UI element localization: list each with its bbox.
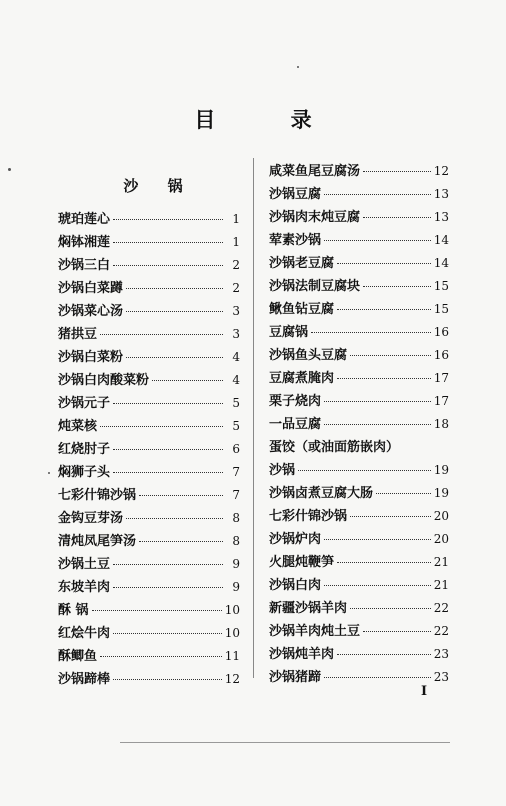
toc-leader-dots bbox=[113, 564, 223, 565]
toc-entry bbox=[58, 484, 240, 507]
toc-entry bbox=[58, 300, 240, 323]
toc-entry bbox=[58, 392, 240, 415]
toc-entry-page: 1 bbox=[232, 235, 240, 249]
scan-speck bbox=[48, 472, 50, 474]
scan-speck bbox=[8, 168, 11, 171]
toc-entry bbox=[269, 528, 449, 551]
toc-entry bbox=[269, 275, 449, 298]
toc-entry-title: 沙锅炉肉 bbox=[269, 532, 322, 547]
toc-entry-page: 18 bbox=[433, 417, 449, 431]
toc-entry-page: 12 bbox=[433, 164, 449, 178]
toc-entry bbox=[269, 367, 449, 390]
toc-entry bbox=[58, 668, 240, 691]
toc-entry-page: 6 bbox=[232, 442, 240, 456]
toc-entry bbox=[58, 599, 240, 622]
toc-leader-dots bbox=[324, 677, 431, 678]
toc-leader-dots bbox=[337, 263, 431, 264]
toc-entry bbox=[269, 413, 449, 436]
toc-entry-title: 沙锅法制豆腐块 bbox=[269, 279, 361, 294]
toc-entry-title: 沙锅 bbox=[269, 463, 296, 478]
toc-entry bbox=[58, 231, 240, 254]
toc-entry-page: 13 bbox=[433, 210, 449, 224]
toc-leader-dots bbox=[337, 654, 431, 655]
toc-entry bbox=[269, 459, 449, 482]
toc-entry-page: 15 bbox=[433, 279, 449, 293]
toc-entry bbox=[269, 597, 449, 620]
toc-entry-title: 琥珀莲心 bbox=[58, 212, 111, 227]
toc-entry bbox=[269, 574, 449, 597]
toc-entry-page: 21 bbox=[433, 578, 449, 592]
toc-leader-dots bbox=[113, 265, 223, 266]
toc-entry-title: 沙锅老豆腐 bbox=[269, 256, 335, 271]
toc-entry-title: 新疆沙锅羊肉 bbox=[269, 601, 348, 616]
toc-leader-dots bbox=[324, 424, 431, 425]
toc-leader-dots bbox=[152, 380, 223, 381]
toc-entry-page: 13 bbox=[433, 187, 449, 201]
toc-entry-title: 沙锅蹄棒 bbox=[58, 672, 111, 687]
toc-entry bbox=[58, 415, 240, 438]
toc-entry-page: 5 bbox=[232, 396, 240, 410]
toc-entry-page: 17 bbox=[433, 371, 449, 385]
toc-leader-dots bbox=[113, 587, 223, 588]
section-heading: 沙 锅 bbox=[123, 177, 195, 195]
toc-entry-title: 沙锅豆腐 bbox=[269, 187, 322, 202]
toc-leader-dots bbox=[363, 217, 431, 218]
toc-entry-page: 2 bbox=[232, 258, 240, 272]
toc-entry bbox=[58, 277, 240, 300]
toc-leader-dots bbox=[139, 495, 223, 496]
toc-leader-dots bbox=[126, 288, 223, 289]
toc-entry-page: 9 bbox=[232, 557, 240, 571]
toc-entry-page: 2 bbox=[232, 281, 240, 295]
toc-entry-page: 20 bbox=[433, 532, 449, 546]
toc-left-list bbox=[58, 208, 240, 691]
toc-left-column bbox=[58, 174, 240, 691]
toc-entry-page: 4 bbox=[232, 373, 240, 387]
toc-leader-dots bbox=[126, 518, 223, 519]
toc-entry bbox=[269, 390, 449, 413]
toc-leader-dots bbox=[139, 541, 223, 542]
toc-entry-page: 1 bbox=[232, 212, 240, 226]
toc-leader-dots bbox=[337, 378, 431, 379]
toc-entry-page: 21 bbox=[433, 555, 449, 569]
toc-entry-page: 23 bbox=[433, 647, 449, 661]
toc-entry-page: 16 bbox=[433, 348, 449, 362]
toc-entry-title: 东坡羊肉 bbox=[58, 580, 111, 595]
toc-entry-title: 沙锅炖羊肉 bbox=[269, 647, 335, 662]
toc-entry bbox=[58, 254, 240, 277]
toc-entry bbox=[269, 160, 449, 183]
toc-entry-page: 8 bbox=[232, 534, 240, 548]
toc-entry-page: 19 bbox=[433, 463, 449, 477]
toc-entry bbox=[269, 551, 449, 574]
toc-entry bbox=[58, 438, 240, 461]
toc-entry-title: 酥 锅 bbox=[58, 603, 89, 618]
toc-entry-title: 焖狮子头 bbox=[58, 465, 111, 480]
toc-leader-dots bbox=[100, 656, 222, 657]
toc-entry bbox=[58, 530, 240, 553]
toc-entry-page: 5 bbox=[232, 419, 240, 433]
toc-leader-dots bbox=[324, 401, 431, 402]
toc-leader-dots bbox=[113, 472, 223, 473]
toc-leader-dots bbox=[113, 633, 222, 634]
toc-leader-dots bbox=[298, 470, 431, 471]
toc-entry-title: 沙锅白菜粉 bbox=[58, 350, 124, 365]
toc-entry-title: 蛋饺（或油面筋嵌肉） bbox=[269, 440, 400, 455]
toc-entry-title: 沙锅白菜蹲 bbox=[58, 281, 124, 296]
toc-entry-page: 3 bbox=[232, 327, 240, 341]
toc-entry bbox=[58, 346, 240, 369]
toc-leader-dots bbox=[363, 631, 431, 632]
toc-entry bbox=[269, 321, 449, 344]
toc-entry-page: 19 bbox=[433, 486, 449, 500]
toc-entry bbox=[269, 436, 449, 459]
toc-entry-title: 沙锅菜心汤 bbox=[58, 304, 124, 319]
toc-entry-title: 金钩豆芽汤 bbox=[58, 511, 124, 526]
toc-leader-dots bbox=[324, 585, 431, 586]
toc-entry-title: 酥鲫鱼 bbox=[58, 649, 98, 664]
toc-entry-page: 10 bbox=[224, 603, 240, 617]
toc-entry-title: 沙锅白肉酸菜粉 bbox=[58, 373, 150, 388]
column-divider bbox=[253, 158, 254, 678]
toc-entry-title: 沙锅猪蹄 bbox=[269, 670, 322, 685]
toc-leader-dots bbox=[376, 493, 431, 494]
toc-leader-dots bbox=[337, 562, 431, 563]
toc-leader-dots bbox=[350, 516, 431, 517]
toc-leader-dots bbox=[113, 449, 223, 450]
toc-entry-title: 沙锅元子 bbox=[58, 396, 111, 411]
toc-entry-title: 沙锅鱼头豆腐 bbox=[269, 348, 348, 363]
toc-leader-dots bbox=[100, 334, 223, 335]
toc-leader-dots bbox=[100, 426, 223, 427]
toc-right-column bbox=[269, 160, 449, 689]
toc-entry-page: 15 bbox=[433, 302, 449, 316]
scan-speck bbox=[297, 66, 299, 68]
toc-entry bbox=[269, 620, 449, 643]
toc-leader-dots bbox=[126, 311, 223, 312]
toc-entry bbox=[269, 482, 449, 505]
toc-entry-title: 七彩什锦沙锅 bbox=[269, 509, 348, 524]
toc-entry-title: 清炖凤尾笋汤 bbox=[58, 534, 137, 549]
toc-entry bbox=[58, 576, 240, 599]
toc-entry-title: 火腿炖鞭笋 bbox=[269, 555, 335, 570]
toc-entry-page: 10 bbox=[224, 626, 240, 640]
toc-entry-page: 12 bbox=[224, 672, 240, 686]
toc-entry-title: 咸菜鱼尾豆腐汤 bbox=[269, 164, 361, 179]
toc-entry-page: 9 bbox=[232, 580, 240, 594]
toc-entry-page: 11 bbox=[224, 649, 240, 663]
toc-entry-title: 豆腐煮腌肉 bbox=[269, 371, 335, 386]
toc-entry-title: 红烩牛肉 bbox=[58, 626, 111, 641]
toc-entry bbox=[58, 369, 240, 392]
toc-entry-title: 荤素沙锅 bbox=[269, 233, 322, 248]
toc-entry-title: 沙锅三白 bbox=[58, 258, 111, 273]
toc-entry-page: 20 bbox=[433, 509, 449, 523]
toc-entry bbox=[58, 553, 240, 576]
toc-leader-dots bbox=[363, 286, 431, 287]
toc-entry-page: 7 bbox=[232, 488, 240, 502]
toc-entry-title: 一品豆腐 bbox=[269, 417, 322, 432]
toc-entry bbox=[58, 645, 240, 668]
toc-entry-title: 鳅鱼钻豆腐 bbox=[269, 302, 335, 317]
toc-entry-page: 3 bbox=[232, 304, 240, 318]
toc-entry bbox=[269, 643, 449, 666]
toc-entry bbox=[269, 505, 449, 528]
bottom-rule bbox=[120, 742, 450, 743]
toc-leader-dots bbox=[350, 608, 431, 609]
toc-leader-dots bbox=[311, 332, 431, 333]
toc-leader-dots bbox=[324, 194, 431, 195]
toc-entry bbox=[58, 461, 240, 484]
toc-entry-title: 沙锅白肉 bbox=[269, 578, 322, 593]
toc-entry bbox=[269, 252, 449, 275]
toc-entry-title: 炖菜核 bbox=[58, 419, 98, 434]
toc-leader-dots bbox=[113, 403, 223, 404]
toc-entry-page: 16 bbox=[433, 325, 449, 339]
toc-entry bbox=[58, 323, 240, 346]
toc-entry-title: 沙锅卤煮豆腐大肠 bbox=[269, 486, 374, 501]
toc-leader-dots bbox=[363, 171, 431, 172]
toc-leader-dots bbox=[324, 539, 431, 540]
toc-leader-dots bbox=[126, 357, 223, 358]
toc-entry-title: 红烧肘子 bbox=[58, 442, 111, 457]
toc-entry-title: 栗子烧肉 bbox=[269, 394, 322, 409]
toc-entry-title: 沙锅肉末炖豆腐 bbox=[269, 210, 361, 225]
toc-entry-page: 22 bbox=[433, 624, 449, 638]
toc-entry-page: 14 bbox=[433, 256, 449, 270]
toc-entry-title: 豆腐锅 bbox=[269, 325, 309, 340]
toc-entry-title: 焖钵湘莲 bbox=[58, 235, 111, 250]
toc-entry-page: 17 bbox=[433, 394, 449, 408]
toc-leader-dots bbox=[350, 355, 431, 356]
toc-entry-title: 猪拱豆 bbox=[58, 327, 98, 342]
toc-entry-page: 7 bbox=[232, 465, 240, 479]
toc-entry-page: 23 bbox=[433, 670, 449, 684]
toc-leader-dots bbox=[92, 610, 222, 611]
toc-leader-dots bbox=[113, 219, 223, 220]
toc-leader-dots bbox=[324, 240, 431, 241]
page-title: 目 录 bbox=[194, 107, 346, 132]
toc-entry bbox=[269, 183, 449, 206]
toc-entry bbox=[269, 206, 449, 229]
page-number: I bbox=[421, 684, 428, 699]
toc-entry-title: 七彩什锦沙锅 bbox=[58, 488, 137, 503]
toc-entry-page: 14 bbox=[433, 233, 449, 247]
toc-leader-dots bbox=[113, 679, 222, 680]
toc-leader-dots bbox=[113, 242, 223, 243]
toc-entry-title: 沙锅羊肉炖土豆 bbox=[269, 624, 361, 639]
toc-right-list bbox=[269, 160, 449, 689]
toc-entry bbox=[269, 298, 449, 321]
toc-entry bbox=[58, 622, 240, 645]
toc-leader-dots bbox=[337, 309, 431, 310]
toc-entry bbox=[58, 208, 240, 231]
toc-entry-page: 4 bbox=[232, 350, 240, 364]
toc-entry bbox=[269, 229, 449, 252]
toc-entry bbox=[269, 344, 449, 367]
toc-entry-page: 8 bbox=[232, 511, 240, 525]
toc-entry bbox=[58, 507, 240, 530]
toc-entry-title: 沙锅土豆 bbox=[58, 557, 111, 572]
toc-entry-page: 22 bbox=[433, 601, 449, 615]
